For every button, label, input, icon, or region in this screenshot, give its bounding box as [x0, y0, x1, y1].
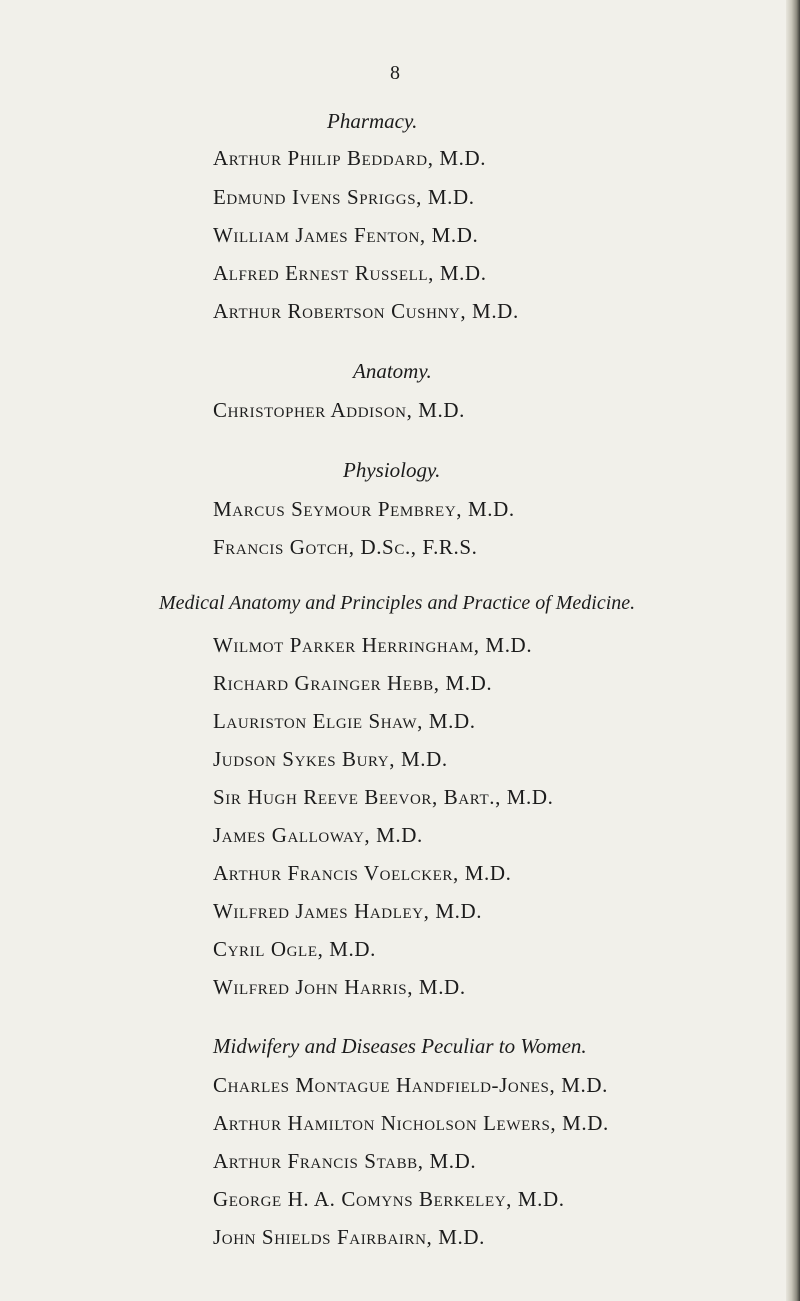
section-heading-anatomy: Anatomy. — [353, 359, 432, 383]
name-entry: Francis Gotch, D.Sc., F.R.S. — [213, 535, 478, 559]
name-entry: Arthur Francis Stabb, M.D. — [213, 1149, 477, 1173]
name-entry: Arthur Philip Beddard, M.D. — [213, 146, 487, 170]
page-edge-shadow — [786, 0, 800, 1301]
page-number: 8 — [390, 62, 400, 84]
name-entry: Judson Sykes Bury, M.D. — [213, 747, 448, 771]
name-entry: George H. A. Comyns Berkeley, M.D. — [213, 1187, 565, 1211]
name-entry: Wilfred John Harris, M.D. — [213, 975, 466, 999]
section-heading-physiology: Physiology. — [343, 458, 441, 482]
name-entry: Arthur Francis Voelcker, M.D. — [213, 861, 512, 885]
name-entry: Christopher Addison, M.D. — [213, 398, 466, 422]
name-entry: Wilfred James Hadley, M.D. — [213, 899, 483, 923]
name-entry: William James Fenton, M.D. — [213, 223, 479, 247]
name-entry: Richard Grainger Hebb, M.D. — [213, 671, 493, 695]
name-entry: Marcus Seymour Pembrey, M.D. — [213, 497, 515, 521]
section-heading-pharmacy: Pharmacy. — [327, 109, 418, 133]
name-entry: Cyril Ogle, M.D. — [213, 937, 377, 961]
name-entry: Wilmot Parker Herringham, M.D. — [213, 633, 533, 657]
name-entry: Arthur Hamilton Nicholson Lewers, M.D. — [213, 1111, 609, 1135]
name-entry: Arthur Robertson Cushny, M.D. — [213, 299, 519, 323]
name-entry: Lauriston Elgie Shaw, M.D. — [213, 709, 476, 733]
name-entry: Sir Hugh Reeve Beevor, Bart., M.D. — [213, 785, 554, 809]
name-entry: John Shields Fairbairn, M.D. — [213, 1225, 485, 1249]
name-entry: Edmund Ivens Spriggs, M.D. — [213, 185, 475, 209]
name-entry: Charles Montague Handfield-Jones, M.D. — [213, 1073, 608, 1097]
section-heading-midwifery: Midwifery and Diseases Peculiar to Women. — [213, 1034, 587, 1058]
name-entry: James Galloway, M.D. — [213, 823, 423, 847]
section-heading-medicine: Medical Anatomy and Principles and Practice of Medicine. — [159, 592, 636, 614]
name-entry: Alfred Ernest Russell, M.D. — [213, 261, 487, 285]
